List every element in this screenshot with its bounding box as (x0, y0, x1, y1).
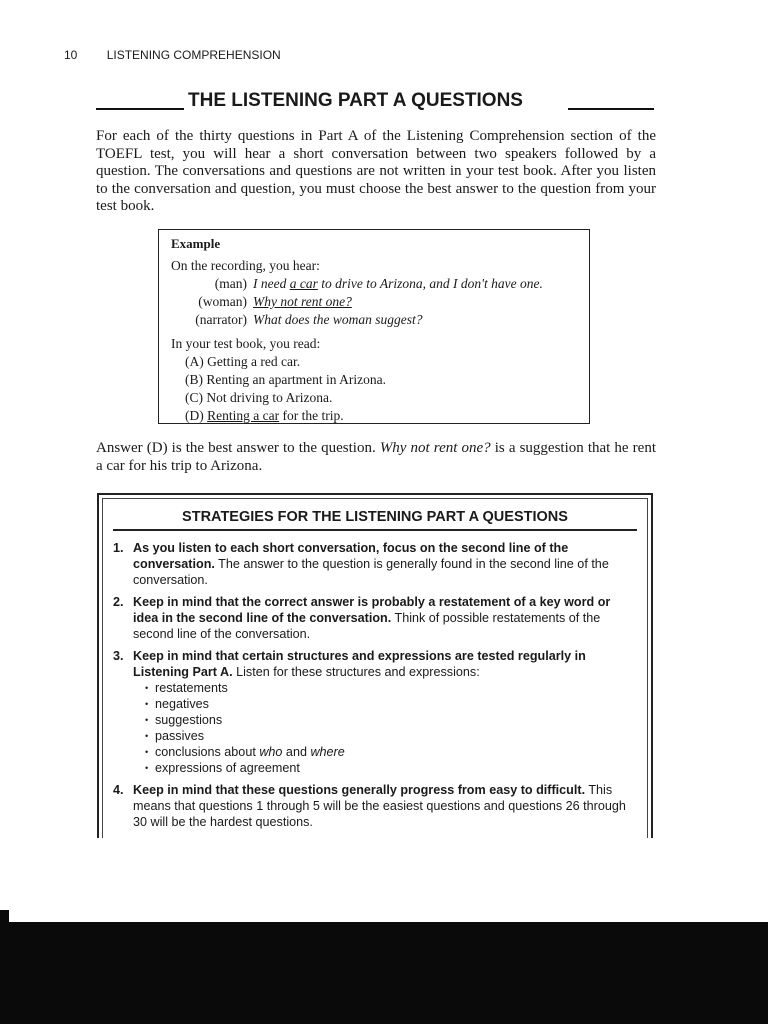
test-book-label: In your test book, you read: (171, 336, 321, 351)
bullet-item (145, 696, 637, 712)
dialogue-text: I need (253, 276, 290, 291)
bullet-italic: where (310, 745, 345, 759)
speaker-label: (woman) (198, 294, 247, 309)
example-box (158, 229, 590, 424)
strategy-text: The answer to the question is generally found in the second line of the conversation. (133, 557, 609, 587)
choice-letter: (C) (185, 390, 203, 405)
answer-explanation (96, 439, 656, 475)
bullet-item (145, 712, 637, 728)
section-title-row (96, 90, 654, 114)
dialogue-line-man (171, 275, 577, 293)
section-name: LISTENING COMPREHENSION (106, 48, 281, 62)
dialogue-text: What does the woman suggest? (253, 312, 423, 327)
bullet-text: expressions of agreement (155, 761, 300, 775)
strategy-item-3 (113, 648, 637, 776)
answer-choice-c (171, 389, 577, 407)
strategy-number: 4. (113, 783, 124, 797)
page-number: 10 (64, 48, 78, 62)
dialogue-underlined: Why not rent one? (253, 294, 352, 309)
choice-letter: (A) (185, 354, 204, 369)
choice-underlined: Renting a car (207, 408, 280, 423)
strategy-item-1 (113, 540, 637, 588)
strategy-text: Listen for these structures and expressions: (232, 665, 480, 679)
intro-paragraph: For each of the thirty questions in Part A of the Listening Comprehension section of the TOEFL test, you will hear a short conversation between two speakers followed by a question. The conversations and questions are not written in your test book. After you listen to the conversation and question, you must choose the best answer to the question from your test book. (96, 128, 656, 215)
choice-text: Renting an apartment in Arizona. (206, 372, 386, 387)
strategy-number: 2. (113, 595, 124, 609)
dialogue-line-woman (171, 293, 577, 311)
strategy-item-2 (113, 594, 637, 642)
recording-label: On the recording, you hear: (171, 258, 320, 273)
bullet-item (145, 760, 637, 776)
page-header (64, 48, 281, 62)
example-heading: Example (171, 236, 221, 251)
dialogue-underlined: a car (289, 276, 318, 291)
bullet-text: passives (155, 729, 204, 743)
choice-text: Not driving to Arizona. (206, 390, 333, 405)
scan-bottom-edge (0, 922, 768, 1024)
strategies-title: STRATEGIES FOR THE LISTENING PART A QUESTIONS (182, 509, 568, 525)
answer-choice-d (171, 407, 577, 425)
choice-text: Getting a red car. (207, 354, 301, 369)
dialogue-text: to drive to Arizona, and I don't have one. (317, 276, 543, 291)
answer-text: is a suggestion that he rent a car for his trip to Arizona. (96, 440, 656, 474)
bullet-text: negatives (155, 697, 209, 711)
answer-choice-a (171, 353, 577, 371)
structures-bullet-list (133, 680, 637, 776)
bullet-item (145, 744, 637, 760)
bullet-text: suggestions (155, 713, 223, 727)
strategy-bold: Keep in mind that certain structures and expressions are tested regularly in Listening Part A. (133, 649, 586, 679)
strategy-item-4 (113, 782, 637, 830)
choice-text: for the trip. (279, 408, 344, 423)
answer-text: Answer (D) is the best answer to the question. (96, 440, 380, 456)
title-rule-left (96, 108, 184, 110)
choice-letter: (B) (185, 372, 203, 387)
speaker-label: (man) (214, 276, 247, 291)
strategies-title-rule (113, 529, 637, 531)
strategy-text: Think of possible restatements of the second line of the conversation. (133, 611, 601, 641)
bullet-italic: who (259, 745, 283, 759)
speaker-label: (narrator) (195, 312, 247, 327)
page-title: THE LISTENING PART A QUESTIONS (188, 90, 523, 111)
strategy-number: 1. (113, 541, 124, 555)
bullet-text: and (282, 745, 311, 759)
strategies-list (113, 540, 637, 836)
bullet-text: restatements (155, 681, 228, 695)
choice-letter: (D) (185, 408, 204, 423)
strategy-text: This means that questions 1 through 5 will be the easiest questions and questions 26 through 30 will be the hardest questions. (133, 783, 626, 829)
strategy-bold: Keep in mind that the correct answer is probably a restatement of a key word or idea in the second line of the conversation. (133, 595, 611, 625)
strategies-box (97, 493, 653, 838)
bullet-item (145, 728, 637, 744)
strategy-number: 3. (113, 649, 124, 663)
answer-choice-b (171, 371, 577, 389)
bullet-text: conclusions about (155, 745, 260, 759)
title-rule-right (568, 108, 654, 110)
dialogue-line-narrator (171, 311, 577, 329)
strategy-bold: Keep in mind that these questions generally progress from easy to difficult. (133, 783, 586, 797)
strategy-bold: As you listen to each short conversation, focus on the second line of the conversation. (133, 541, 569, 571)
answer-italic: Why not rent one? (379, 440, 491, 456)
bullet-item (145, 680, 637, 696)
